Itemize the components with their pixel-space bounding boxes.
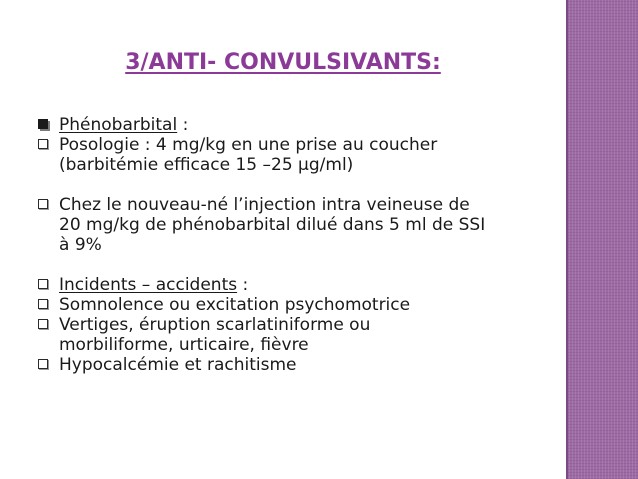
item-line: morbiliforme, urticaire, fièvre (59, 335, 309, 355)
outline-square-bullet-icon (38, 139, 48, 149)
outline-square-bullet-icon (38, 199, 48, 209)
item-line: à 9% (59, 235, 102, 255)
item-heading-suffix: : (177, 115, 189, 135)
item-line: (barbitémie efficace 15 –25 μg/ml) (59, 155, 354, 175)
item-line: Posologie : 4 mg/kg en une prise au coucher (59, 135, 438, 155)
item-heading-incidents: Incidents – accidents (59, 275, 238, 295)
list-item-phenobarbital (38, 115, 558, 135)
item-line: Somnolence ou excitation psychomotrice (59, 295, 411, 315)
list-item-nouveau-ne (38, 195, 558, 255)
list-item-incidents (38, 275, 558, 295)
list-item-vertiges (38, 315, 558, 355)
bullet-list (38, 115, 558, 375)
item-heading-suffix: : (237, 275, 249, 295)
item-line: 20 mg/kg de phénobarbital dilué dans 5 ml de SSI (59, 215, 486, 235)
outline-square-bullet-icon (38, 319, 48, 329)
outline-square-bullet-icon (38, 299, 48, 309)
outline-square-bullet-icon (38, 359, 48, 369)
filled-square-bullet-icon (38, 119, 48, 129)
item-line: Chez le nouveau-né l’injection intra veineuse de (59, 195, 470, 215)
item-line: Vertiges, éruption scarlatiniforme ou (59, 315, 371, 335)
outline-square-bullet-icon (38, 279, 48, 289)
decorative-side-band (566, 0, 638, 479)
slide-title: 3/ANTI- CONVULSIVANTS: (125, 50, 441, 75)
list-item-somnolence (38, 295, 558, 315)
list-item-posologie (38, 135, 558, 175)
item-heading-phenobarbital: Phénobarbital (59, 115, 178, 135)
item-line: Hypocalcémie et rachitisme (59, 355, 297, 375)
side-band-edge (566, 0, 568, 479)
list-item-hypocalcemie (38, 355, 558, 375)
